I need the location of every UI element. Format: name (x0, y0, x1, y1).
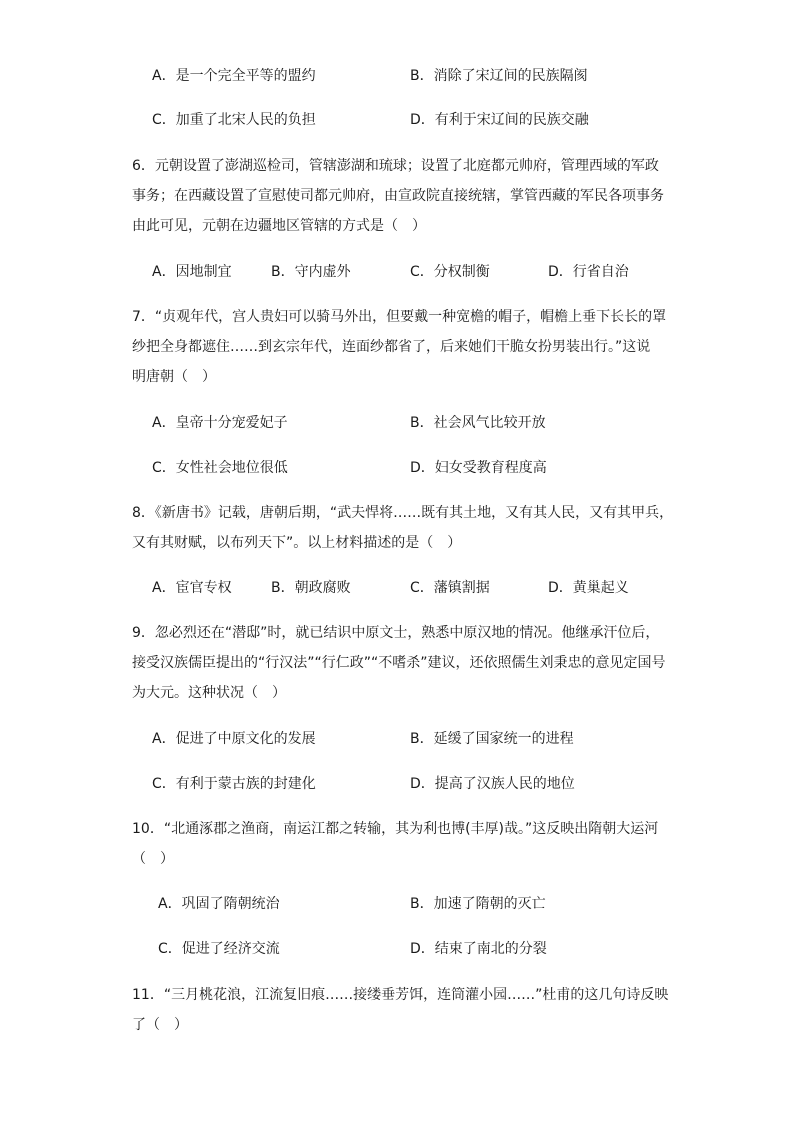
q9-option-b[interactable]: B．延缓了国家统一的进程 (410, 731, 574, 747)
q9-option-c[interactable]: C．有利于蒙古族的封建化 (152, 776, 316, 792)
q11-stem-line-2: 了（ ） (132, 1017, 188, 1033)
q9-stem-line-1: 9．忽必烈还在“潜邸”时，就已结识中原文士，熟悉中原汉地的情况。他继承汗位后， (132, 625, 660, 641)
q6-stem-line-1: 6．元朝设置了澎湖巡检司，管辖澎湖和琉球；设置了北庭都元帅府，管理西域的军政 (132, 158, 659, 174)
q6-option-b[interactable]: B．守内虚外 (271, 264, 351, 280)
q10-option-b[interactable]: B．加速了隋朝的灭亡 (410, 896, 546, 912)
q6-stem-line-2: 事务；在西藏设置了宣慰使司都元帅府，由宣政院直接统辖，掌管西藏的军民各项事务 (132, 188, 664, 204)
q8-option-d[interactable]: D．黄巢起义 (548, 580, 629, 596)
q10-stem-line-1: 10．“北通涿郡之渔商，南运江都之转输，其为利也博(丰厚)哉。”这反映出隋朝大运河 (132, 821, 659, 837)
q10-stem-line-2: （ ） (132, 851, 174, 867)
q9-option-a[interactable]: A．促进了中原文化的发展 (152, 731, 316, 747)
q9-stem-line-2: 接受汉族儒臣提出的“行汉法”“行仁政”“不嗜杀”建议，还依照儒生刘秉忠的意见定国号 (132, 655, 666, 671)
q10-option-a[interactable]: A．巩固了隋朝统治 (158, 896, 280, 912)
q7-option-a[interactable]: A．皇帝十分宠爱妃子 (152, 415, 288, 431)
q10-option-c[interactable]: C．促进了经济交流 (158, 941, 280, 957)
q8-option-c[interactable]: C．藩镇割据 (410, 580, 490, 596)
q9-option-d[interactable]: D．提高了汉族人民的地位 (410, 776, 575, 792)
q7-option-b[interactable]: B．社会风气比较开放 (410, 415, 546, 431)
q5-option-d[interactable]: D．有利于宋辽间的民族交融 (410, 112, 589, 128)
q10-option-d[interactable]: D．结束了南北的分裂 (410, 941, 547, 957)
q5-option-b[interactable]: B．消除了宋辽间的民族隔阂 (410, 68, 588, 84)
q8-option-a[interactable]: A．宦官专权 (152, 580, 232, 596)
q6-stem-line-3: 由此可见，元朝在边疆地区管辖的方式是（ ） (132, 218, 426, 234)
q8-stem-line-1: 8．《新唐书》记载，唐朝后期，“武夫悍将……既有其土地，又有其人民，又有其甲兵， (132, 505, 674, 521)
q7-stem-line-1: 7．“贞观年代，宫人贵妇可以骑马外出，但要戴一种宽檐的帽子，帽檐上垂下长长的罩 (132, 309, 667, 325)
q6-option-a[interactable]: A．因地制宜 (152, 264, 232, 280)
q7-stem-line-3: 明唐朝（ ） (132, 369, 216, 385)
q8-stem-line-2: 又有其财赋，以布列天下”。以上材料描述的是（ ） (132, 535, 462, 551)
q6-option-c[interactable]: C．分权制衡 (410, 264, 490, 280)
q5-option-a[interactable]: A．是一个完全平等的盟约 (152, 68, 316, 84)
q8-option-b[interactable]: B．朝政腐败 (271, 580, 351, 596)
q7-stem-line-2: 纱把全身都遮住……到玄宗年代，连面纱都省了，后来她们干脆女扮男装出行。”这说 (132, 339, 651, 355)
q7-option-c[interactable]: C．女性社会地位很低 (152, 460, 288, 476)
q5-option-c[interactable]: C．加重了北宋人民的负担 (152, 112, 316, 128)
q7-option-d[interactable]: D．妇女受教育程度高 (410, 460, 547, 476)
q9-stem-line-3: 为大元。这种状况（ ） (132, 685, 286, 701)
q6-option-d[interactable]: D．行省自治 (548, 264, 629, 280)
q11-stem-line-1: 11．“三月桃花浪，江流复旧痕……接缕垂芳饵，连筒灌小园……”杜甫的这几句诗反映 (132, 987, 669, 1003)
